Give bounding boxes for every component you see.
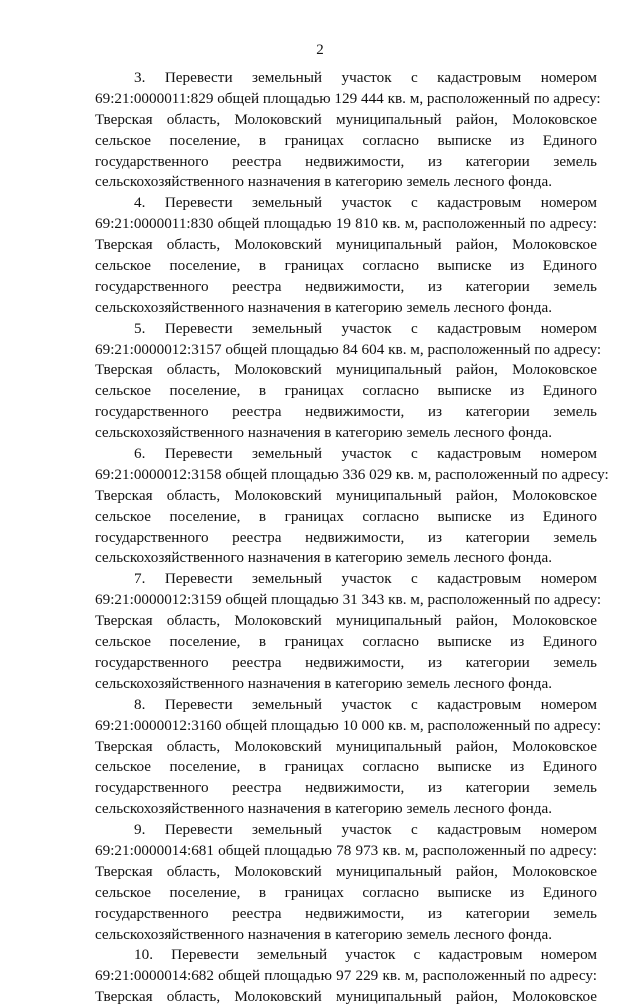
text-line: сельскохозяйственного назначения в категорию земель лесного фонда.	[95, 298, 553, 316]
text-line: сельское поселение, в границах согласно выписке из Единого	[95, 758, 597, 776]
text-line: сельскохозяйственного назначения в категорию земель лесного фонда.	[95, 800, 553, 818]
text-line: 69:21:0000012:3158 общей площадью 336 029 кв. м, расположенный по адресу:	[95, 465, 609, 483]
text-line: 69:21:0000014:682 общей площадью 97 229 кв. м, расположенный по адресу:	[95, 967, 597, 985]
text-line: сельское поселение, в границах согласно выписке из Единого	[95, 633, 597, 651]
paragraph-item-5	[95, 319, 602, 444]
paragraph-item-7	[95, 569, 602, 694]
text-line: 69:21:0000011:829 общей площадью 129 444 кв. м, расположенный по адресу:	[95, 89, 601, 107]
text-line: сельскохозяйственного назначения в категорию земель лесного фонда.	[95, 173, 553, 191]
text-line: 69:21:0000012:3159 общей площадью 31 343 кв. м, расположенный по адресу:	[95, 591, 602, 609]
text-line: государственного реестра недвижимости, из категории земель	[95, 528, 597, 546]
paragraph-item-9	[95, 820, 597, 945]
text-line: государственного реестра недвижимости, из категории земель	[95, 904, 597, 922]
text-line: 69:21:0000012:3160 общей площадью 10 000 кв. м, расположенный по адресу:	[95, 716, 602, 734]
text-line: государственного реестра недвижимости, из категории земель	[95, 653, 597, 671]
text-line: Тверская область, Молоковский муниципальный район, Молоковское	[95, 361, 597, 379]
paragraph-item-3	[95, 68, 601, 193]
text-line: 3. Перевести земельный участок с кадастровым номером	[134, 69, 597, 86]
text-line: сельскохозяйственного назначения в категорию земель лесного фонда.	[95, 925, 553, 943]
text-line: 69:21:0000014:681 общей площадью 78 973 кв. м, расположенный по адресу:	[95, 841, 597, 859]
text-line: государственного реестра недвижимости, из категории земель	[95, 403, 597, 421]
page-number: 2	[316, 42, 324, 58]
text-line: Тверская область, Молоковский муниципальный район, Молоковское	[95, 737, 597, 755]
text-line: сельское поселение, в границах согласно выписке из Единого	[95, 507, 597, 525]
text-line: сельскохозяйственного назначения в категорию земель лесного фонда.	[95, 424, 553, 442]
text-line: сельское поселение, в границах согласно выписке из Единого	[95, 131, 597, 149]
text-line: Тверская область, Молоковский муниципальный район, Молоковское	[95, 612, 597, 630]
text-line: 6. Перевести земельный участок с кадастровым номером	[134, 445, 597, 463]
text-line: государственного реестра недвижимости, из категории земель	[95, 152, 597, 170]
text-line: Тверская область, Молоковский муниципальный район, Молоковское	[95, 486, 597, 504]
document-body	[95, 68, 609, 1008]
text-line: сельскохозяйственного назначения в категорию земель лесного фонда.	[95, 549, 553, 567]
text-line: 4. Перевести земельный участок с кадастровым номером	[134, 194, 597, 212]
text-line: 69:21:0000012:3157 общей площадью 84 604 кв. м, расположенный по адресу:	[95, 340, 602, 358]
text-line: государственного реестра недвижимости, из категории земель	[95, 779, 597, 797]
text-line: Тверская область, Молоковский муниципальный район, Молоковское	[95, 988, 597, 1006]
text-line: 10. Перевести земельный участок с кадастровым номером	[134, 946, 597, 964]
text-line: сельское поселение, в границах согласно выписке из Единого	[95, 382, 597, 400]
text-line: сельскохозяйственного назначения в категорию земель лесного фонда.	[95, 674, 553, 692]
text-line: Тверская область, Молоковский муниципальный район, Молоковское	[95, 862, 597, 880]
text-line: 5. Перевести земельный участок с кадастровым номером	[134, 319, 597, 337]
paragraph-item-8	[95, 695, 602, 820]
paragraph-item-4	[95, 193, 597, 318]
text-line: сельское поселение, в границах согласно выписке из Единого	[95, 257, 597, 275]
text-line: Тверская область, Молоковский муниципальный район, Молоковское	[95, 110, 597, 128]
text-line: 7. Перевести земельный участок с кадастровым номером	[134, 570, 597, 588]
paragraph-item-10	[95, 945, 597, 1008]
text-line: 9. Перевести земельный участок с кадастровым номером	[134, 821, 597, 839]
text-line: государственного реестра недвижимости, из категории земель	[95, 277, 597, 295]
text-line: Тверская область, Молоковский муниципальный район, Молоковское	[95, 236, 597, 254]
text-line: 69:21:0000011:830 общей площадью 19 810 кв. м, расположенный по адресу:	[95, 215, 597, 233]
text-line: 8. Перевести земельный участок с кадастровым номером	[134, 695, 597, 713]
text-line: сельское поселение, в границах согласно выписке из Единого	[95, 883, 597, 901]
paragraph-item-6	[95, 444, 609, 569]
